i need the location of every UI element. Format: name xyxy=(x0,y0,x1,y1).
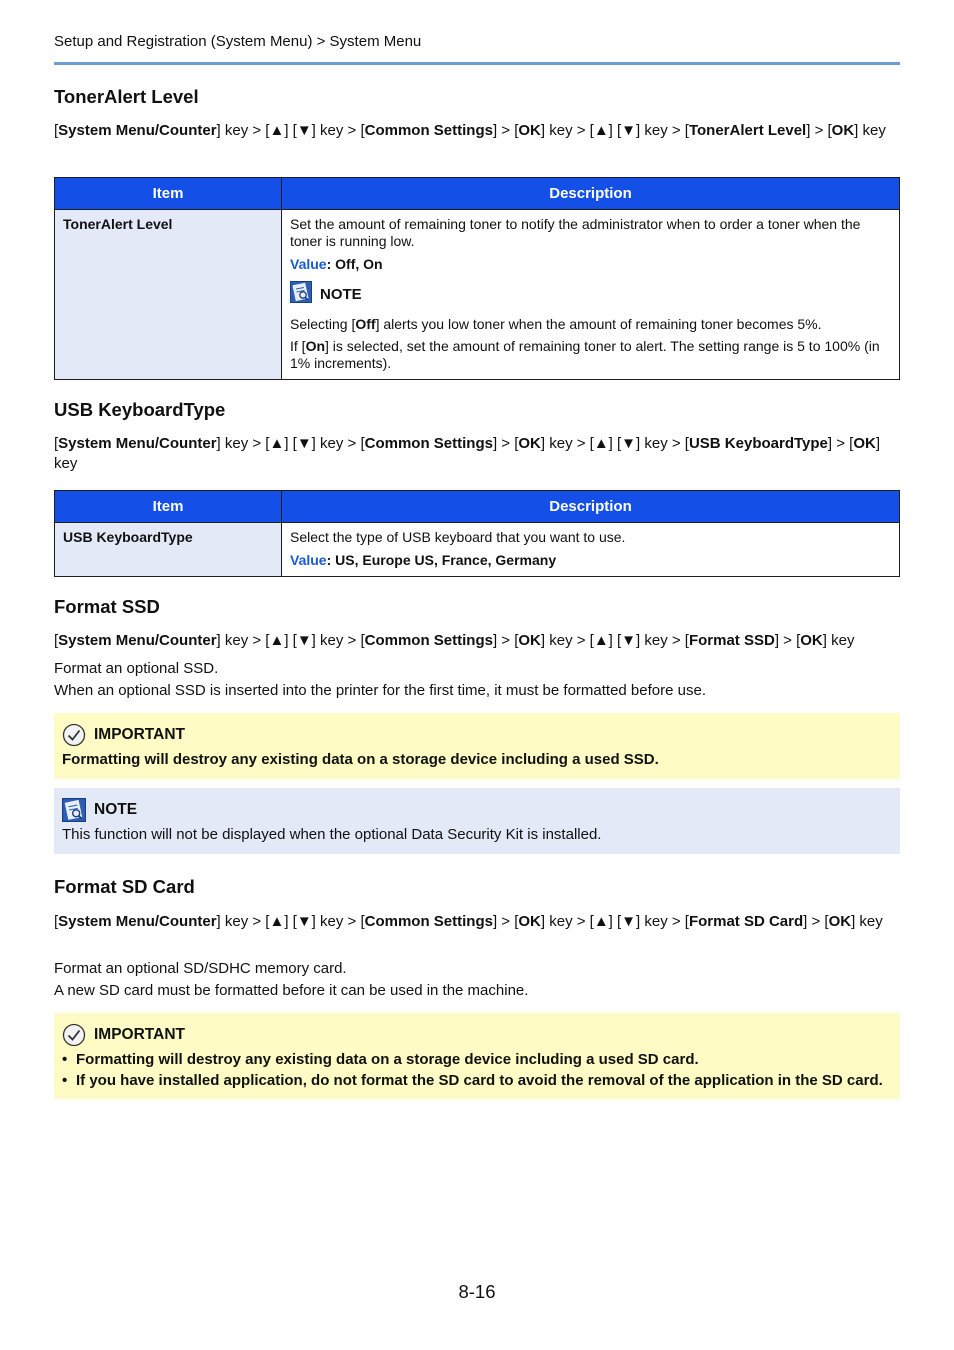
note-label: NOTE xyxy=(320,285,362,303)
value-label: Value xyxy=(290,256,327,272)
table-row xyxy=(55,523,900,577)
note-heading xyxy=(290,281,891,307)
check-circle-icon xyxy=(62,723,86,747)
important-heading xyxy=(62,723,892,747)
value-text: : Off, On xyxy=(326,256,383,272)
note-paragraph-2: If [On] is selected, set the amount of remaining toner to alert. The setting range is 5 to 100% (in 1% increments). xyxy=(290,338,880,371)
section-title-format-sd-card: Format SD Card xyxy=(54,876,195,897)
table-row xyxy=(55,210,900,380)
important-label: IMPORTANT xyxy=(94,1026,185,1043)
breadcrumb: Setup and Registration (System Menu) > System Menu xyxy=(54,33,422,50)
header-rule xyxy=(54,62,900,65)
menu-path-format-sd-card: [System Menu/Counter] key > [▲] [▼] key > [Common Settings] > [OK] key > [▲] [▼] key > [Format SD Card] > [OK] key xyxy=(54,913,883,930)
list-item: • Formatting will destroy any existing data on a storage device including a used SD card. xyxy=(62,1049,892,1070)
description-text: Select the type of USB keyboard that you want to use. xyxy=(290,529,626,545)
note-heading xyxy=(62,798,892,822)
column-header-description: Description xyxy=(282,178,900,210)
column-header-item: Item xyxy=(55,178,282,210)
important-box-ssd xyxy=(54,713,900,779)
value-label: Value xyxy=(290,552,327,568)
important-box-sd xyxy=(54,1013,900,1099)
important-text: Formatting will destroy any existing data on a storage device including a used SSD. xyxy=(62,751,659,768)
note-icon xyxy=(62,798,86,822)
note-text: This function will not be displayed when the optional Data Security Kit is installed. xyxy=(62,826,602,843)
important-label: IMPORTANT xyxy=(94,726,185,743)
description-cell xyxy=(282,210,900,380)
menu-path-format-ssd: [System Menu/Counter] key > [▲] [▼] key > [Common Settings] > [OK] key > [▲] [▼] key > [Format SSD] > [OK] key xyxy=(54,632,855,649)
format-ssd-text xyxy=(54,658,900,702)
important-heading xyxy=(62,1023,892,1047)
spec-table-toneralert xyxy=(54,177,900,380)
column-header-description: Description xyxy=(282,491,900,523)
note-paragraph-1: Selecting [Off] alerts you low toner when the amount of remaining toner becomes 5%. xyxy=(290,316,822,332)
note-label: NOTE xyxy=(94,801,138,818)
note-icon xyxy=(290,281,312,307)
spec-table-usb-keyboardtype xyxy=(54,490,900,577)
format-sd-line-1: Format an optional SD/SDHC memory card. xyxy=(54,960,347,977)
section-title-usb-keyboardtype: USB KeyboardType xyxy=(54,399,226,420)
menu-path-usb-keyboardtype: [System Menu/Counter] key > [▲] [▼] key > [Common Settings] > [OK] key > [▲] [▼] key > [USB KeyboardType] > [OK] key xyxy=(54,435,880,472)
list-item: • If you have installed application, do not format the SD card to avoid the removal of the application in the SD card. xyxy=(62,1070,892,1091)
note-box-ssd xyxy=(54,788,900,854)
format-sd-text xyxy=(54,958,900,1002)
format-sd-line-2: A new SD card must be formatted before it can be used in the machine. xyxy=(54,982,529,999)
section-title-toneralert: TonerAlert Level xyxy=(54,86,199,107)
format-ssd-line-1: Format an optional SSD. xyxy=(54,660,219,677)
item-cell: TonerAlert Level xyxy=(55,210,282,380)
page-number: 8-16 xyxy=(458,1281,496,1302)
value-line xyxy=(290,552,891,569)
important-bullets xyxy=(62,1049,892,1091)
item-cell: USB KeyboardType xyxy=(55,523,282,577)
format-ssd-line-2: When an optional SSD is inserted into the printer for the first time, it must be formatted before use. xyxy=(54,682,706,699)
description-text: Set the amount of remaining toner to notify the administrator when to order a toner when the toner is running low. xyxy=(290,216,861,249)
value-text: : US, Europe US, France, Germany xyxy=(326,552,557,568)
section-title-format-ssd: Format SSD xyxy=(54,596,160,617)
menu-path-toneralert: [System Menu/Counter] key > [▲] [▼] key > [Common Settings] > [OK] key > [▲] [▼] key > [TonerAlert Level] > [OK] key xyxy=(54,122,886,139)
description-cell xyxy=(282,523,900,577)
check-circle-icon xyxy=(62,1023,86,1047)
value-line xyxy=(290,256,891,273)
column-header-item: Item xyxy=(55,491,282,523)
